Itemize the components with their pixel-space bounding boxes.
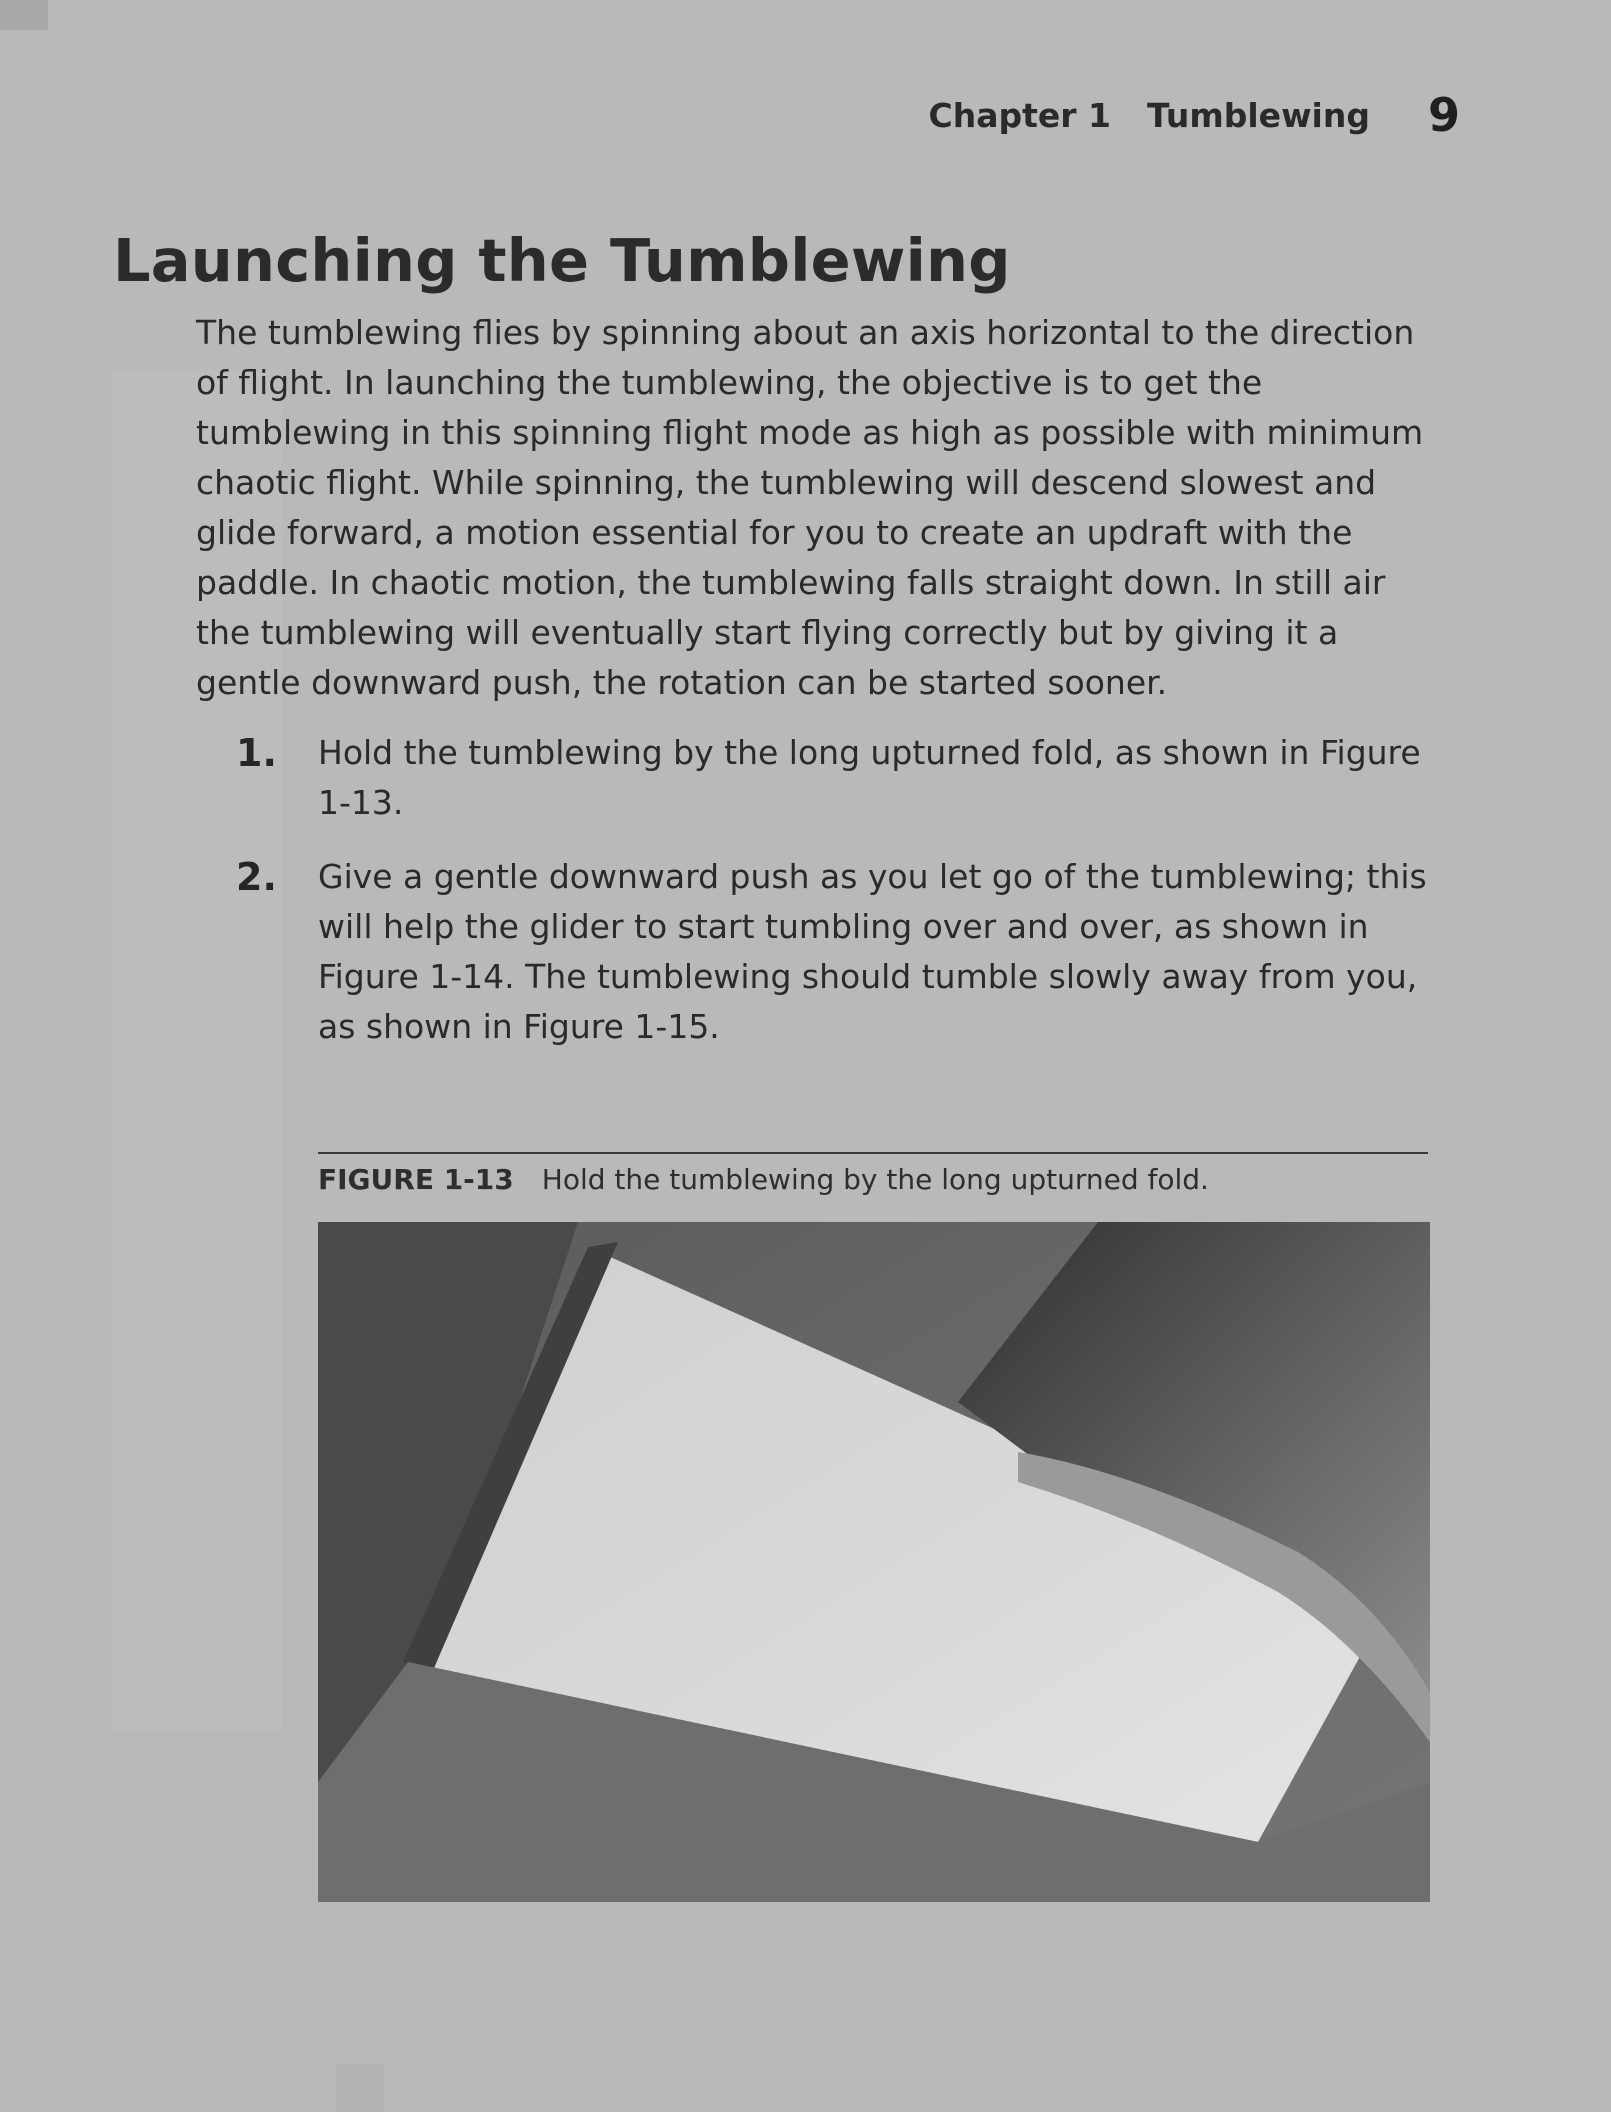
header-chapter: Chapter 1 — [928, 95, 1111, 135]
intro-paragraph: The tumblewing flies by spinning about an axis horizontal to the direction of flight. In launching the tumblewing, the objective is to get the tumblewing in this spinning flight mode as high as possible with minimum chaotic flight. While spinning, the tumblewing will descend slowest and glide forward, a motion essential for you to create an updraft with the paddle. In chaotic motion, the tumblewing falls straight down. In still air the tumblewing will eventually start flying correctly but by giving it a gentle downward push, the rotation can be started sooner. — [196, 313, 1424, 702]
list-item — [236, 852, 1436, 1052]
step-number: 1. — [236, 731, 277, 775]
step-text: Give a gentle downward push as you let go of the tumblewing; this will help the glider to start tumbling over and over, as shown in Figure 1-14. The tumblewing should tumble slowly away from you, as shown in Figure 1-15. — [318, 857, 1427, 1046]
figure-photo — [318, 1222, 1430, 1902]
hand-holding-tumblewing-photo — [318, 1222, 1430, 1902]
figure-caption — [318, 1162, 1428, 1198]
scan-corner-mark — [0, 0, 48, 30]
running-header — [900, 90, 1460, 140]
steps-list — [236, 728, 1436, 1076]
step-number: 2. — [236, 855, 277, 899]
section-title: Launching the Tumblewing — [113, 226, 1011, 295]
figure-caption-text: Hold the tumblewing by the long upturned fold. — [541, 1163, 1209, 1196]
list-item — [236, 728, 1436, 828]
figure-rule — [318, 1152, 1428, 1154]
scan-bottom-mark — [336, 2064, 384, 2112]
header-chapter-title: Tumblewing — [1146, 95, 1370, 135]
page-number: 9 — [1427, 88, 1460, 142]
figure-label: FIGURE 1-13 — [318, 1163, 514, 1196]
step-text: Hold the tumblewing by the long upturned fold, as shown in Figure 1-13. — [318, 733, 1421, 822]
